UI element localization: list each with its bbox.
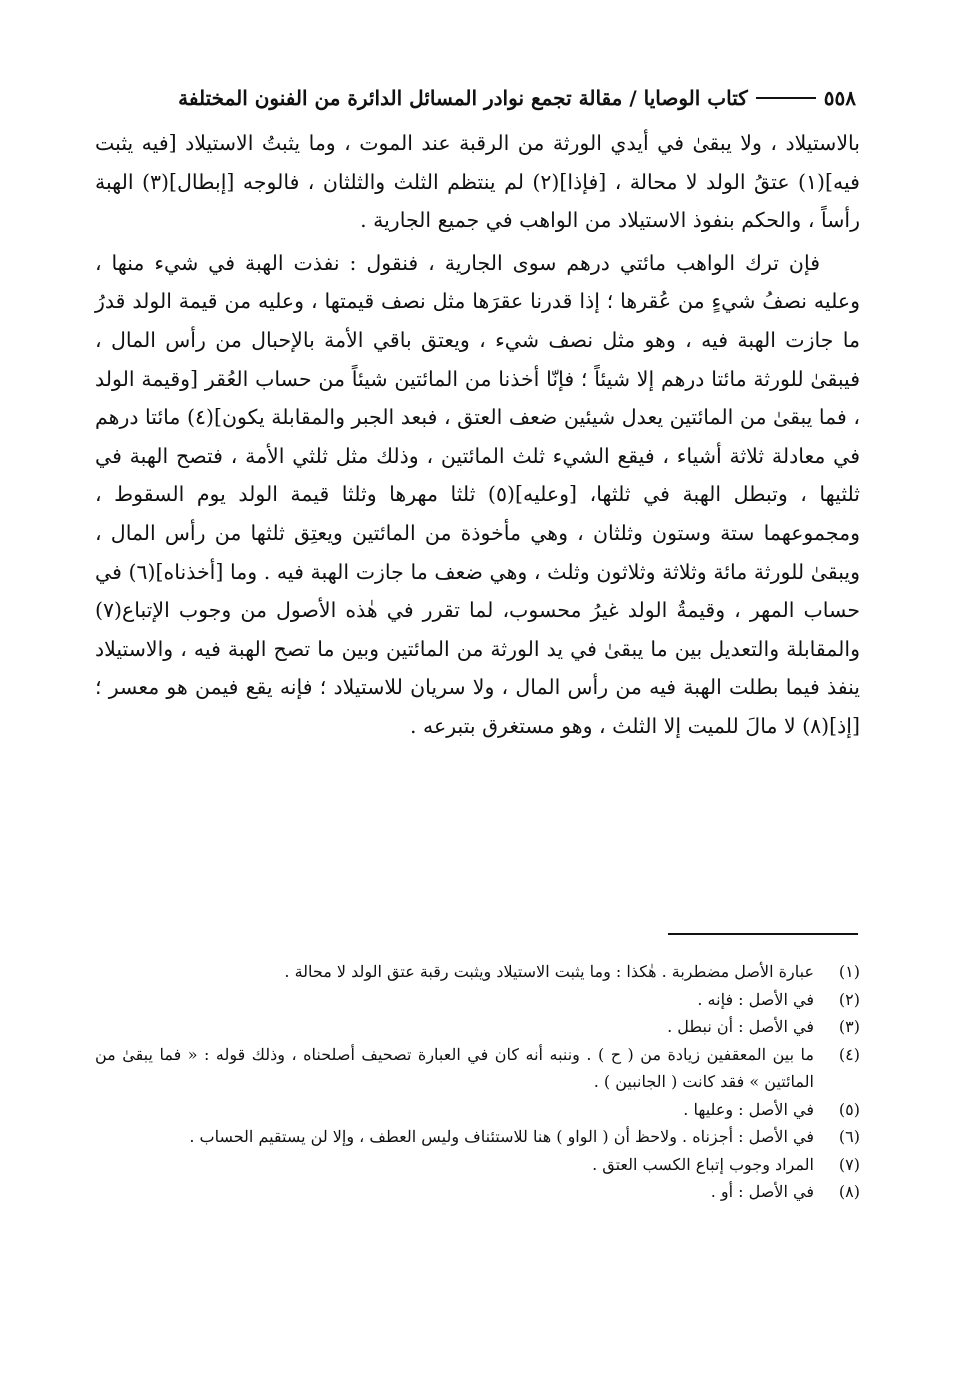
running-title: كتاب الوصايا / مقالة تجمع نوادر المسائل الدائرة من الفنون المختلفة	[178, 86, 748, 110]
footnote	[95, 1123, 860, 1151]
footnote-number: (١)	[838, 962, 860, 981]
footnote-text: ما بين المعقفين زيادة من ( ح ) . وننبه أنه كان في العبارة تصحيف أصلحناه ، وذلك قوله : « فما يبقىٰ من المائتين » فقد كانت ( الجانبين ) .	[95, 1044, 814, 1091]
footnote-number: (٤)	[838, 1044, 860, 1064]
footnote	[95, 958, 860, 986]
footnote-text: في الأصل : وعليها .	[683, 1099, 814, 1119]
running-header	[95, 78, 860, 118]
footnote-text: في الأصل : أن نبطل .	[667, 1017, 814, 1036]
footnote	[95, 1151, 860, 1179]
footnote-text: المراد وجوب إتباع الكسب العتق .	[592, 1154, 814, 1174]
footnote-text: في الأصل : أجزناه . ولاحظ أن ( الواو ) هنا للاستئناف وليس العطف ، وإلا لن يستقيم الحساب .	[189, 1127, 814, 1146]
footnote	[95, 1013, 860, 1041]
footnote	[95, 986, 860, 1014]
footnotes	[95, 958, 860, 1206]
footnote-text: في الأصل : أو .	[710, 1182, 814, 1201]
footnote-number: (٦)	[838, 1127, 860, 1146]
footnote-number: (٨)	[838, 1182, 860, 1201]
footnote-number: (٧)	[838, 1154, 860, 1174]
footnote	[95, 1178, 860, 1206]
footnote	[95, 1041, 860, 1096]
page-number: ٥٥٨	[823, 86, 856, 110]
paragraph: فإن ترك الواهب مائتي درهم سوى الجارية ، فنقول : نفذت الهبة في شيء منها ، وعليه نصفُ شيءٍ من عُقرها ؛ إذا قدرنا عقرَها مثل نصف قيمتها ، وعليه من قيمة الولد قدرُ ما جازت الهبة فيه ، وهو مثل نصف شيء ، ويعتق باقي الأمة بالإحبال من رأس المال ، فيبقىٰ للورثة مائتا درهم إلا شيئاً ؛ فإنّا أخذنا من المائتين شيئاً من حساب العُقر [وقيمة الولد ، فما يبقىٰ من المائتين يعدل شيئين ضعف العتق ، فبعد الجبر والمقابلة يكون](٤) مائتا درهم في معادلة ثلاثة أشياء ، فيقع الشيء ثلث المائتين ، وذلك مثل ثلثي الأمة ، فتصح الهبة في ثلثيها ، وتبطل الهبة في ثلثها، [وعليه](٥) ثلثا مهرها وثلثا قيمة الولد يوم السقوط ، ومجموعهما ستة وستون وثلثان ، وهي مأخوذة من المائتين ويعتِق ثلثها من رأس المال ، ويبقىٰ للورثة مائة وثلاثة وثلاثون وثلث ، وهي ضعف ما جازت الهبة فيه . وما [أخذناه](٦) في حساب المهر ، وقيمةُ الولد غيرُ محسوب، لما تقرر في هٰذه الأصول من وجوب الإتباع(٧) والمقابلة والتعديل بين ما يبقىٰ في يد الورثة من المائتين وبين ما تصح الهبة فيه ، والاستيلاد ينفذ فيما بطلت الهبة فيه من رأس المال ، ولا سريان للاستيلاد ؛ فإنه يقع فيمن هو معسر ؛ [إذ](٨) لا مالَ للميت إلا الثلث ، وهو مستغرق بتبرعه .	[95, 250, 861, 738]
footnote-text: عبارة الأصل مضطربة . هٰكذا : وما يثبت الاستيلاد ويثبت رقبة عتق الولد لا محالة .	[284, 962, 814, 981]
footnote-number: (٥)	[838, 1099, 860, 1119]
main-text	[95, 124, 860, 750]
header-rule	[756, 97, 816, 99]
paragraph: بالاستيلاد ، ولا يبقىٰ في أيدي الورثة من الرقبة عند الموت ، وما يثبتُ الاستيلاد [فيه يثبت فيه](١) عتقُ الولد لا محالة ، [فإذا](٢) لم ينتظم الثلث والثلثان ، فالوجه [إبطال](٣) الهبة رأساً ، والحكم بنفوذ الاستيلاد من الواهب في جميع الجارية .	[95, 131, 860, 233]
footnote-number: (٢)	[838, 989, 860, 1009]
footnote-number: (٣)	[838, 1017, 860, 1036]
footnote-separator	[668, 933, 858, 935]
footnote-text: في الأصل : فإنه .	[697, 989, 814, 1009]
footnote	[95, 1096, 860, 1124]
